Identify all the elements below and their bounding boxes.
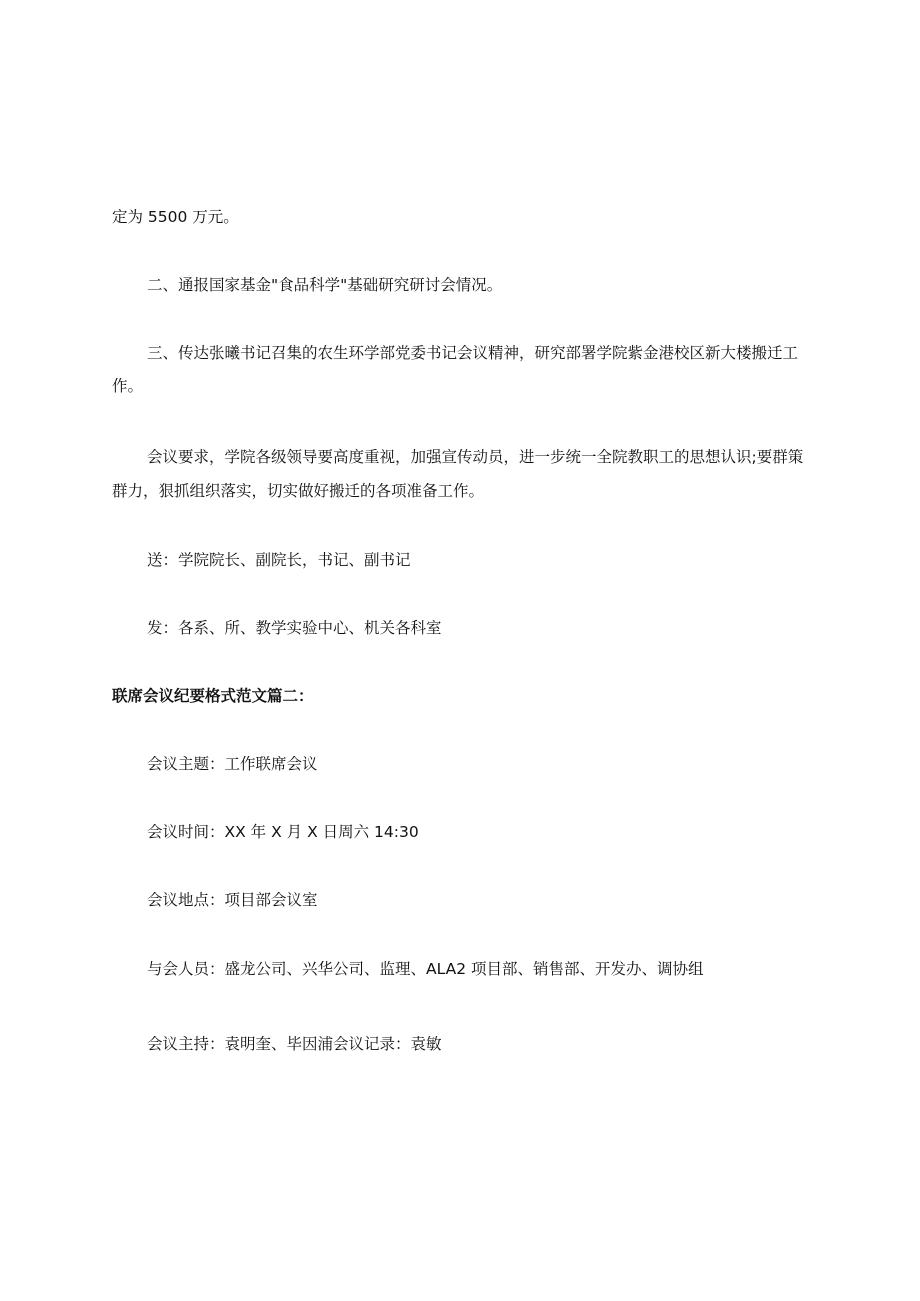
attendees: 与会人员：盛龙公司、兴华公司、监理、ALA2 项目部、销售部、开发办、调协组 <box>147 960 704 978</box>
item-three-line-2: 作。 <box>112 377 144 395</box>
budget-line: 定为 5500 万元。 <box>112 208 239 226</box>
requirement-line-1: 会议要求，学院各级领导要高度重视，加强宣传动员，进一步统一全院教职工的思想认识;要群策 <box>147 448 804 466</box>
distribute-to-line: 发：各系、所、教学实验中心、机关各科室 <box>147 619 442 637</box>
item-two: 二、通报国家基金"食品科学"基础研究研讨会情况。 <box>147 276 503 294</box>
meeting-time: 会议时间：XX 年 X 月 X 日周六 14:30 <box>147 823 419 841</box>
section-heading: 联席会议纪要格式范文篇二： <box>112 687 314 705</box>
requirement-line-2: 群力，狠抓组织落实，切实做好搬迁的各项准备工作。 <box>112 482 485 500</box>
meeting-location: 会议地点：项目部会议室 <box>147 891 318 909</box>
meeting-topic: 会议主题：工作联席会议 <box>147 755 318 773</box>
item-three-line-1: 三、传达张曦书记召集的农生环学部党委书记会议精神，研究部署学院紫金港校区新大楼搬迁工 <box>147 344 799 362</box>
host-and-recorder: 会议主持：袁明奎、毕因浦会议记录：袁敏 <box>147 1035 442 1053</box>
send-to-line: 送：学院院长、副院长，书记、副书记 <box>147 551 411 569</box>
